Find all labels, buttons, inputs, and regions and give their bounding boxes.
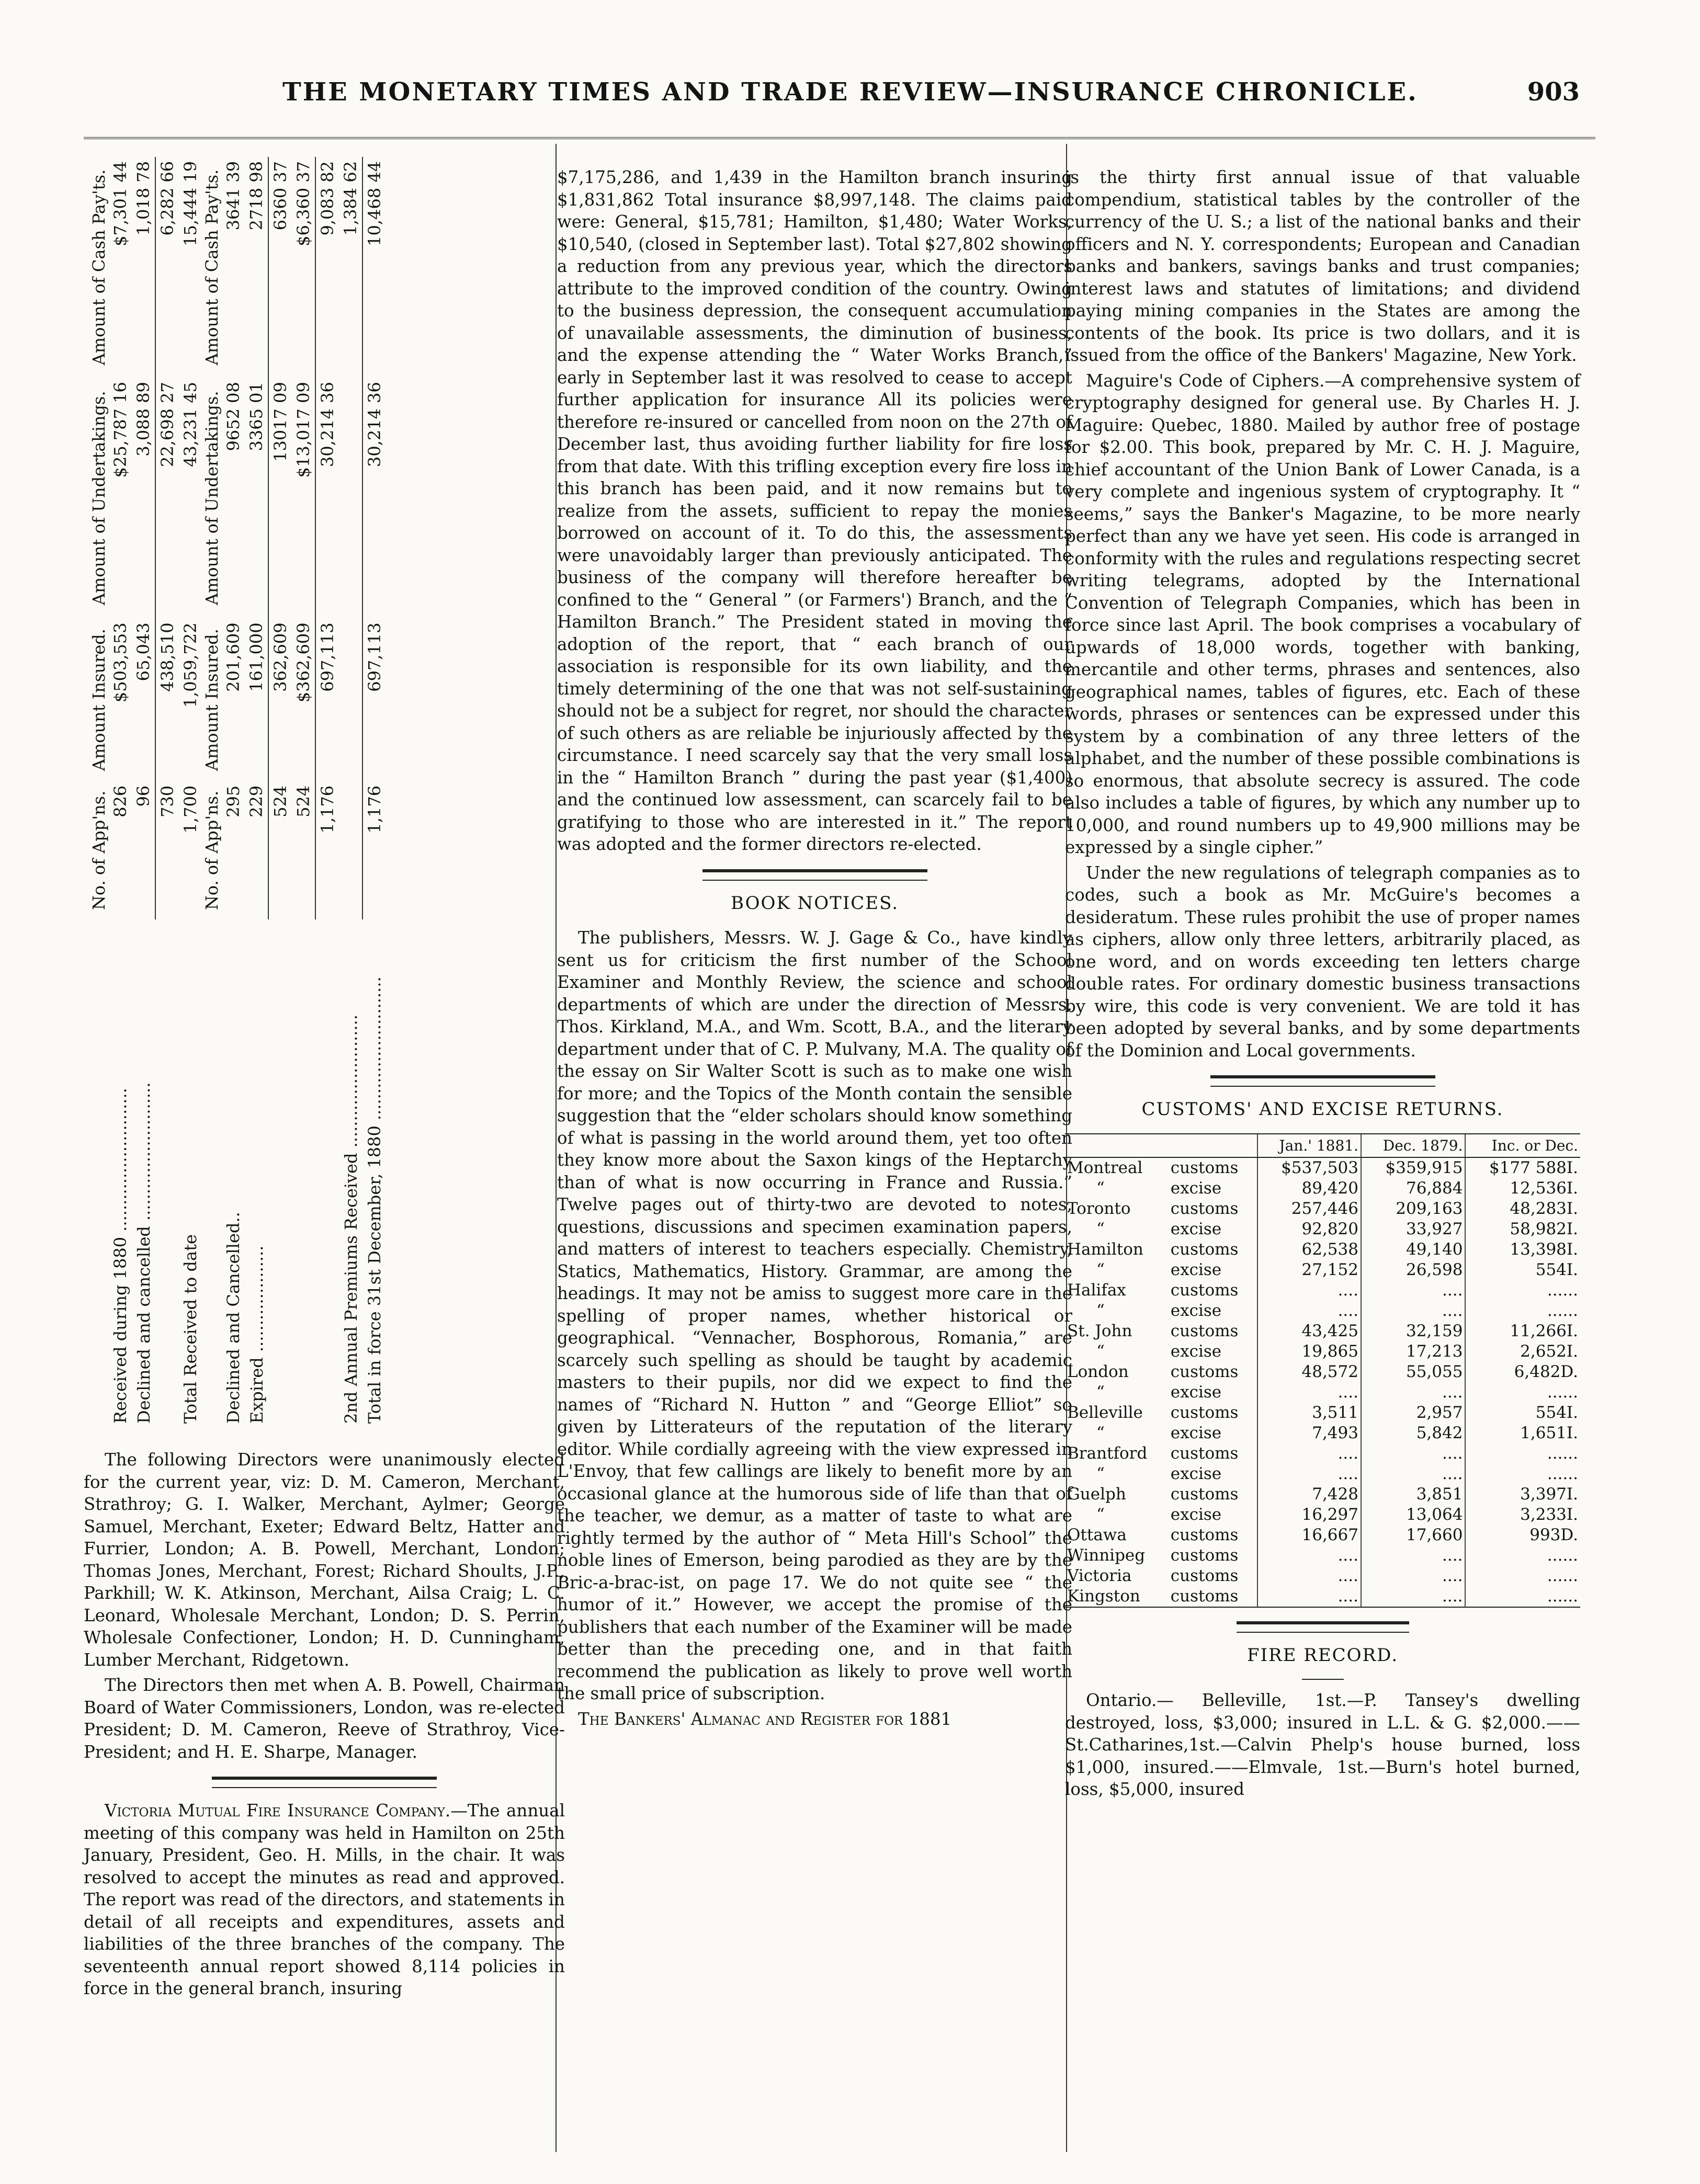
value-cell: .... (1361, 1280, 1465, 1301)
page-number: 903 (1527, 77, 1580, 107)
value-cell: 19,865 (1257, 1341, 1361, 1362)
directors-paragraph: The following Directors were unanimously elected for the current year, viz: D. M. Cameron, Merchant, Strathroy; G. I. Walker, Merchant, Aylmer; George Samuel, Merchant, Exeter; Edward Beltz, Hatter and Furrier, London; A. B. Powell, Merchant, London; Thomas Jones, Merchant, Forest; Richard Shoults, J.P., Parkhill; W. K. Atkinson, Merchant, Ailsa Craig; L. C. Leonard, Wholesale Merchant, London; D. S. Perrin, Wholesale Confectioner, London; H. D. Cunningham, Lumber Merchant, Ridgetown. (84, 1450, 565, 1670)
table-row (1065, 1545, 1580, 1566)
type-cell: excise (1170, 1382, 1222, 1402)
type-cell: customs (1170, 1443, 1239, 1463)
value-cell: 13,398I. (1465, 1239, 1580, 1260)
value-cell: 16,667 (1257, 1525, 1361, 1545)
bankers-almanac-heading: The Bankers' Almanac and Register for 1881 (578, 1709, 952, 1729)
value-cell: 7,428 (1257, 1484, 1361, 1505)
col-header-jan-1881: Jan.' 1881. (1257, 1134, 1361, 1157)
col-header-dec-1879: Dec. 1879. (1361, 1134, 1465, 1157)
col-header-cash: Amount of Cash Pay'ts. (89, 169, 109, 366)
value-cell: .... (1361, 1382, 1465, 1403)
type-cell: customs (1170, 1362, 1239, 1381)
publication-title: THE MONETARY TIMES AND TRADE REVIEW—INSURANCE CHRONICLE. (282, 77, 1418, 107)
table-row (1065, 1362, 1580, 1382)
page-header (152, 77, 1580, 119)
insurance-table: No. of App'ns. Amount Insured. Amount of Undertakings. Amount of Cash Pay'ts. Received during 1880 ........................... 826 $503,553 $25,787 16 $7,301 44 Declined and cancelled .......................... 96 65,043 3,088 89 1,018 78 730 438,510 22,698 27 6,282 66 Total Received to date 1,700 1,059,722 43,231 45 15,444 19 No. of App'ns. Amount Insured. Amount of Undertakings. Amount of Cash Pay'ts. Declined and Cancelled.. 295 201,609 9652 08 3641 39 Expired .................... 229 161,000 3365 01 2718 98 524 362,609 13017 09 6360 37 524 $362,609 $13,017 09 $6,360 37 1,176 697,113 30,214 36 9,083 82 2nd Annual Premiums Received ......................... 1,384 62 Total in force 31st December, 1880 ........................... 1,176 697,113 30,214 36 10,468 44 (89, 157, 560, 1428)
header-rule (84, 137, 1595, 139)
col-header-insured: Amount Insured. (89, 629, 109, 771)
city-cell: Guelph (1067, 1484, 1126, 1504)
type-cell: excise (1170, 1301, 1222, 1320)
type-cell: excise (1170, 1260, 1222, 1279)
table-row (1065, 1423, 1580, 1443)
value-cell: 49,140 (1361, 1239, 1465, 1260)
table-row (1065, 1484, 1580, 1505)
value-cell: .... (1257, 1280, 1361, 1301)
customs-heading: CUSTOMS' AND EXCISE RETURNS. (1141, 1099, 1504, 1120)
table-row (1065, 1157, 1580, 1178)
type-cell: customs (1170, 1199, 1239, 1218)
value-cell: ...... (1465, 1464, 1580, 1484)
table-row: Total in force 31st December, 1880 ........................... 1,176 697,113 30,214 36 10,468 44 (362, 157, 386, 1428)
victoria-mutual-paragraph: Victoria Mutual Fire Insurance Company.—The annual meeting of this company was held in Hamilton on 25th January, President, Geo. H. Mills, in the chair. It was resolved to accept the minutes as read and approved. The report was read of the directors, and statements in detail of all receipts and expenditures, assets and liabilities of the three branches of the company. The seventeenth annual report showed 8,114 policies in force in the general branch, insuring (84, 1801, 565, 1998)
value-cell: .... (1257, 1301, 1361, 1321)
table-row: 730 438,510 22,698 27 6,282 66 (155, 157, 179, 1428)
value-cell: 32,159 (1361, 1321, 1465, 1341)
value-cell: 16,297 (1257, 1505, 1361, 1525)
value-cell: .... (1257, 1443, 1361, 1464)
type-cell: customs (1170, 1525, 1239, 1544)
value-cell: .... (1361, 1464, 1465, 1484)
city-cell: Kingston (1065, 1586, 1169, 1607)
table-row (1065, 1239, 1580, 1260)
value-cell: 554I. (1465, 1260, 1580, 1280)
officers-paragraph: The Directors then met when A. B. Powell, Chairman Board of Water Commissioners, London, was re-elected President; D. M. Cameron, Reeve of Strathroy, Vice-President; and H. E. Sharpe, Manager. (84, 1675, 565, 1762)
type-cell: customs (1170, 1321, 1239, 1340)
hamilton-report-paragraph: $7,175,286, and 1,439 in the Hamilton branch insuring $1,831,862 Total insurance $8,997,148. The claims paid were: General, $15,781; Hamilton, $1,480; Water Works, $10,540, (closed in September last). Total $27,802 showing a reduction from any previous year, which the directors attribute to the improved condition of the country. Owing to the business depression, the consequent accumulation of unavailable assessments, the diminution of business, and the expense attending the “ Water Works Branch,” early in September last it was resolved to cease to accept further application for insurance All its policies were therefore re-insured or cancelled from noon on the 27th of December last, thus avoiding further liability for fire loss from that date. With this trifling exception every fire loss in this branch has been paid, and it now remains but to realize from the assets, sufficient to repay the monies borrowed on account of it. To do this, the assessments were unavoidably larger than previously anticipated. The business of the company will therefore hereafter be confined to the “ General ” (or Farmers') Branch, and the “ Hamilton Branch.” The President stated in moving the adoption of the report, that “ each branch of our association is responsible for its own liability, and the timely determining of the one that was not self-sustaining should not be a subject for regret, nor should the character of such others as are reliable be injuriously affected by the circumstance. I need scarcely say that the very small loss in the “ Hamilton Branch ” during the past year ($1,400) and the continued low assessment, can scarcely fail to be gratifying to those who are interested in it.” The report was adopted and the former directors re-elected. (557, 167, 1072, 854)
school-examiner-paragraph: The publishers, Messrs. W. J. Gage & Co., have kindly sent us for criticism the first number of the School Examiner and Monthly Review, the science and school departments of which are under the direction of Messrs. Thos. Kirkland, M.A., and Wm. Scott, B.A., and the literary department under that of C. P. Mulvany, M.A. The quality of the essay on Sir Walter Scott is such as to make one wish for more; and the Topics of the Month contain the sensible suggestion that the “elder scholars should know something of what is passing in the world around them, yet too often they know more about the Saxon kings of the Heptarchy than of what is now occurring in France and Russia.” Twelve pages out of thirty-two are devoted to notes, questions, discussions and specimen examination papers, and matters of interest to teachers especially. Chemistry, Statics, Mathematics, History. Grammar, are among the headings. It may not be amiss to suggest more care in the spelling of proper names, whether historical or geographical. “Vennacher, Bosphorous, Romania,” are scarcely such spelling as should be taught by academic masters to their pupils, nor did we expect to find the names of “Richard N. Hutton ” and “George Elliot” so given by Litterateurs of the reputation of the literary editor. While cordially agreeing with the view expressed in L'Envoy, that few callings are likely to benefit more by an occasional glance at the humorous side of life than that of the teacher, we demur, as a matter of taste to what are rightly termed by the author of “ Meta Hill's School” the noble lines of Emerson, being parodied as they are by the Bric-a-brac-ist, on page 17. We do not quite see “ the humor of it.” However, we accept the promise of the publishers that each number of the Examiner will be made better than the preceding one, and in that faith recommend the publication as likely to prove well worth the small price of subscription. (557, 928, 1072, 1703)
value-cell: 92,820 (1257, 1219, 1361, 1239)
short-rule (1302, 1679, 1344, 1680)
city-cell: Victoria (1067, 1566, 1132, 1585)
value-cell: 3,851 (1361, 1484, 1465, 1505)
type-cell: excise (1170, 1219, 1222, 1238)
value-cell: 3,233I. (1465, 1505, 1580, 1525)
value-cell: .... (1257, 1382, 1361, 1403)
table-row (1065, 1341, 1580, 1362)
column-3 (1065, 166, 1580, 1804)
column-1-text (84, 1449, 565, 2003)
col-header-inc-dec: Inc. or Dec. (1465, 1134, 1580, 1157)
value-cell: 554I. (1465, 1403, 1580, 1423)
value-cell: 26,598 (1361, 1260, 1465, 1280)
col-header-undertaking: Amount of Undertakings. (89, 391, 109, 606)
value-cell: ...... (1465, 1280, 1580, 1301)
value-cell: .... (1361, 1566, 1465, 1586)
value-cell: 209,163 (1361, 1199, 1465, 1219)
table-row (1065, 1199, 1580, 1219)
value-cell: 13,064 (1361, 1505, 1465, 1525)
value-cell: .... (1257, 1464, 1361, 1484)
value-cell: $177 588I. (1465, 1157, 1580, 1178)
type-cell: excise (1170, 1423, 1222, 1442)
rotated-table-region (84, 157, 565, 1428)
value-cell: ...... (1465, 1443, 1580, 1464)
value-cell: .... (1257, 1545, 1361, 1566)
type-cell: customs (1170, 1484, 1239, 1504)
section-ornament (702, 869, 927, 881)
table-row: Expired .................... 229 161,000 3365 01 2718 98 (246, 161, 267, 1424)
city-cell: St. John (1067, 1321, 1132, 1340)
value-cell: 7,493 (1257, 1423, 1361, 1443)
table-row: 524 362,609 13017 09 6360 37 (268, 157, 292, 1428)
book-notices-heading: BOOK NOTICES. (730, 892, 899, 914)
table-row (1065, 1280, 1580, 1301)
city-cell: “ (1096, 1178, 1105, 1198)
type-cell: customs (1170, 1545, 1239, 1565)
value-cell: 1,651I. (1465, 1423, 1580, 1443)
fire-record-paragraph: Ontario.— Belleville, 1st.—P. Tansey's dwelling destroyed, loss, $3,000; insured in L.L. & G. $2,000.——St.Catharines,1st.—Calvin Phelp's house burned, loss $1,000, insured.——Elmvale, 1st.—Burn's hotel burned, loss, $5,000, insured (1065, 1690, 1580, 1799)
type-cell: excise (1170, 1178, 1222, 1198)
section-ornament (1237, 1621, 1409, 1633)
value-cell: 43,425 (1257, 1321, 1361, 1341)
city-cell: Winnipeg (1067, 1545, 1146, 1565)
value-cell: $537,503 (1257, 1157, 1361, 1178)
table-row: Declined and Cancelled.. 295 201,609 9652 08 3641 39 (223, 161, 243, 1424)
city-cell: Montreal (1067, 1158, 1143, 1177)
type-cell: customs (1170, 1403, 1239, 1422)
value-cell: .... (1361, 1443, 1465, 1464)
table-row (1065, 1301, 1580, 1321)
value-cell: 17,660 (1361, 1525, 1465, 1545)
type-cell: excise (1170, 1464, 1222, 1483)
column-2 (557, 166, 1072, 1733)
value-cell: 17,213 (1361, 1341, 1465, 1362)
city-cell: Brantford (1067, 1443, 1148, 1463)
value-cell: 257,446 (1257, 1199, 1361, 1219)
value-cell: 2,957 (1361, 1403, 1465, 1423)
type-cell: customs (1170, 1566, 1239, 1585)
value-cell: 58,982I. (1465, 1219, 1580, 1239)
value-cell: 11,266I. (1465, 1321, 1580, 1341)
value-cell: 27,152 (1257, 1260, 1361, 1280)
table-row (1065, 1260, 1580, 1280)
value-cell: 55,055 (1361, 1362, 1465, 1382)
city-cell: “ (1096, 1464, 1105, 1483)
table-row (1065, 1525, 1580, 1545)
type-cell: excise (1170, 1341, 1222, 1361)
value-cell: 12,536I. (1465, 1178, 1580, 1199)
table-row (1065, 1586, 1580, 1607)
value-cell: 3,397I. (1465, 1484, 1580, 1505)
table-row: 1,176 697,113 30,214 36 9,083 82 (315, 157, 339, 1428)
value-cell: 33,927 (1361, 1219, 1465, 1239)
type-cell: customs (1170, 1280, 1239, 1300)
city-cell: Toronto (1067, 1199, 1131, 1218)
city-cell: Halifax (1067, 1280, 1126, 1300)
table-row: 524 $362,609 $13,017 09 $6,360 37 (293, 161, 313, 817)
value-cell: 48,283I. (1465, 1199, 1580, 1219)
city-cell: “ (1096, 1341, 1105, 1361)
value-cell: ...... (1465, 1586, 1580, 1607)
city-cell: “ (1096, 1382, 1105, 1402)
city-cell: “ (1096, 1423, 1105, 1442)
type-cell: customs (1169, 1586, 1257, 1607)
value-cell: 3,511 (1257, 1403, 1361, 1423)
table-row (1065, 1443, 1580, 1464)
value-cell: $359,915 (1361, 1157, 1465, 1178)
value-cell: .... (1361, 1586, 1465, 1607)
value-cell: ...... (1465, 1566, 1580, 1586)
city-cell: Ottawa (1067, 1525, 1127, 1544)
table-row (1065, 1382, 1580, 1403)
value-cell: 76,884 (1361, 1178, 1465, 1199)
section-ornament (1210, 1075, 1435, 1087)
type-cell: customs (1170, 1239, 1239, 1259)
table-row (1065, 1178, 1580, 1199)
value-cell: .... (1257, 1586, 1361, 1607)
table-row: 2nd Annual Premiums Received ......................... 1,384 62 (341, 161, 361, 1424)
telegraph-regulations-paragraph: Under the new regulations of telegraph companies as to codes, such a book as Mr. McGuire's becomes a desideratum. These rules prohibit the use of proper names as ciphers, allow only three letters, arbitrarily placed, as one word, and on words exceeding ten letters charge double rates. For ordinary domestic business transactions by wire, this code is very convenient. We are told it has been adopted by several banks, and by some departments of the Dominion and Local governments. (1065, 862, 1580, 1061)
value-cell: ...... (1465, 1382, 1580, 1403)
table-row: Received during 1880 ........................... 826 $503,553 $25,787 16 $7,301 44 (110, 161, 130, 1424)
table-row (1065, 1566, 1580, 1586)
type-cell: customs (1170, 1158, 1239, 1177)
maguire-code-paragraph: Maguire's Code of Ciphers.—A comprehensive system of cryptography designed for general use. By Charles H. J. Maguire: Quebec, 1880. Mailed by author free of postage for $2.00. This book, prepared by Mr. C. H. J. Maguire, chief accountant of the Union Bank of Lower Canada, is a very complete and ingenious system of cryptography. It “ seems,” says the Banker's Magazine, to be more nearly perfect than any we have yet seen. His code is arranged in conformity with the rules and regulations respecting secret writing telegrams, adopted by the International Convention of Telegraph Companies, which has been in force since last April. The book comprises a vocabulary of upwards of 18,000 words, together with banking, mercantile and other terms, phrases and sentences, also geographical names, tables of figures, etc. Each of these words, phrases or sentences can be expressed under this system by a combination of any three letters of the alphabet, and the number of these possible combinations is so enormous, that absolute secrecy is assured. The code also includes a table of figures, by which any number up to 10,000, and round numbers up to 49,900 millions may be expressed by a single cipher.” (1065, 370, 1580, 857)
table-row (1065, 1464, 1580, 1484)
value-cell: ...... (1465, 1301, 1580, 1321)
value-cell: .... (1361, 1301, 1465, 1321)
value-cell: .... (1361, 1545, 1465, 1566)
fire-record-heading: FIRE RECORD. (1246, 1644, 1398, 1666)
value-cell: 2,652I. (1465, 1341, 1580, 1362)
city-cell: “ (1096, 1505, 1105, 1524)
section-ornament (212, 1777, 437, 1788)
city-cell: Belleville (1067, 1403, 1143, 1422)
value-cell: 48,572 (1257, 1362, 1361, 1382)
type-cell: excise (1170, 1505, 1222, 1524)
value-cell: 89,420 (1257, 1178, 1361, 1199)
city-cell: “ (1096, 1260, 1105, 1279)
table-row (1065, 1505, 1580, 1525)
city-cell: London (1067, 1362, 1129, 1381)
value-cell: 993D. (1465, 1525, 1580, 1545)
value-cell: 62,538 (1257, 1239, 1361, 1260)
col-header-apps: No. of App'ns. (89, 790, 109, 911)
city-cell: “ (1096, 1219, 1105, 1238)
table-row (1065, 1321, 1580, 1341)
value-cell: 6,482D. (1465, 1362, 1580, 1382)
city-cell: “ (1096, 1301, 1105, 1320)
table-row (1065, 1403, 1580, 1423)
table-row: Total Received to date 1,700 1,059,722 43,231 45 15,444 19 (180, 161, 200, 1424)
value-cell: 5,842 (1361, 1423, 1465, 1443)
city-cell: Hamilton (1067, 1239, 1143, 1259)
victoria-mutual-heading: Victoria Mutual Fire Insurance Company. (105, 1801, 451, 1821)
customs-table (1065, 1133, 1580, 1608)
table-row (1065, 1219, 1580, 1239)
value-cell: .... (1257, 1566, 1361, 1586)
bankers-almanac-paragraph: is the thirty first annual issue of that valuable compendium, statistical tables by the controller of the currency of the U. S.; a list of the national banks and their officers and N. Y. correspondents; European and Canadian banks and bankers, savings banks and trust companies; interest laws and statutes of limitations; and dividend paying mining companies in the States are among the contents of the book. Its price is two dollars, and it is issued from the office of the Bankers' Magazine, New York. (1065, 167, 1580, 365)
value-cell: ...... (1465, 1545, 1580, 1566)
table-row: Declined and cancelled .......................... 96 65,043 3,088 89 1,018 78 (133, 161, 154, 1424)
